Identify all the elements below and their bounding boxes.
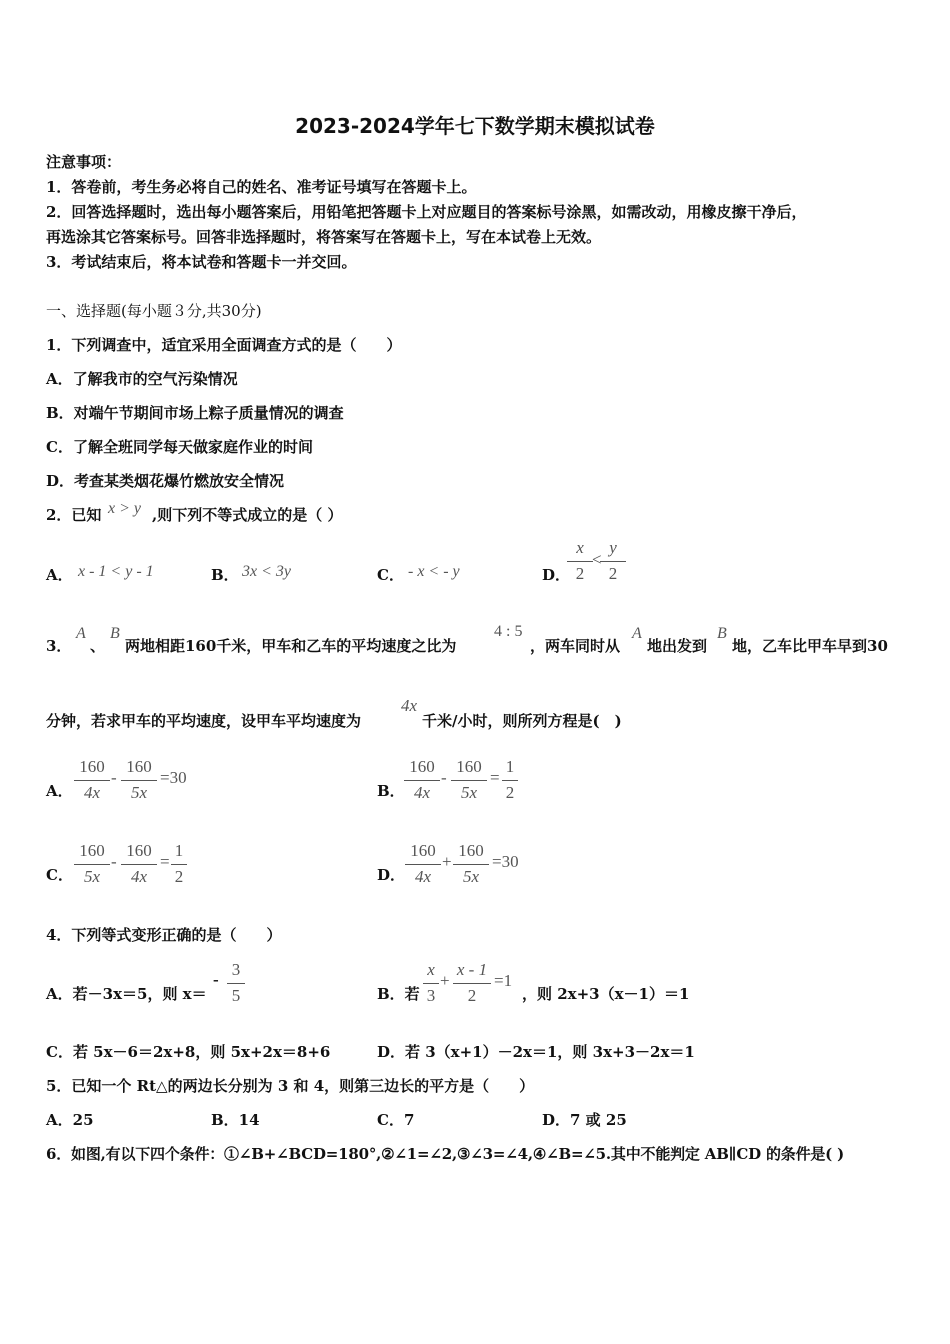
question-2-option-d-operator: < xyxy=(592,550,602,569)
question-3-option-b-minus: - xyxy=(441,768,447,787)
question-2-option-b-label: B． xyxy=(211,566,239,584)
question-3-text-5: 分钟，若求甲车的平均速度，设甲车平均速度为 xyxy=(46,712,362,730)
question-4-option-b-rhs: =1 xyxy=(494,971,513,990)
question-3-ratio: 4 : 5 xyxy=(494,623,523,640)
question-1-option-b: B．对端午节期间市场上粽子质量情况的调查 xyxy=(46,404,344,422)
question-3-option-c-label: C． xyxy=(46,866,73,884)
question-2-condition: x > y xyxy=(108,500,141,517)
question-3-text-4: 地，乙车比甲车早到30 xyxy=(732,637,888,655)
question-5-option-b: B．14 xyxy=(211,1111,260,1129)
question-3-text-3: 地出发到 xyxy=(647,637,708,655)
question-3-number: 3． xyxy=(46,637,72,655)
notice-item-2: 2．回答选择题时，选出每小题答案后，用铅笔把答题卡上对应题目的答案标号涂黑，如需改动，用橡皮擦干净后， xyxy=(46,203,807,221)
question-3-speed-variable: 4x xyxy=(401,696,418,715)
question-2-suffix: ,则下列不等式成立的是（ ） xyxy=(152,506,343,524)
question-4-option-d: D．若 3（x+1）－2x＝1，则 3x+3－2x＝1 xyxy=(377,1043,695,1061)
question-3-option-a-minus: - xyxy=(111,768,117,787)
notice-item-1: 1．答卷前，考生务必将自己的姓名、准考证号填写在答题卡上。 xyxy=(46,178,477,196)
question-3-point-a-2: A xyxy=(632,625,642,642)
notice-item-2-cont: 再选涂其它答案标号。回答非选择题时，将答案写在答题卡上，写在本试卷上无效。 xyxy=(46,228,602,246)
question-3-point-b: B xyxy=(110,625,120,642)
question-3-option-d-label: D． xyxy=(377,866,406,884)
question-3-point-a: A xyxy=(76,625,86,642)
question-3-separator: 、 xyxy=(90,637,106,655)
question-5-option-a: A．25 xyxy=(46,1111,94,1129)
question-2-option-b-expr: 3x < 3y xyxy=(242,563,291,580)
question-2-option-c-label: C． xyxy=(377,566,404,584)
question-4-option-b-plus: + xyxy=(440,971,450,990)
question-3-text-6: 千米/小时，则所列方程是( ) xyxy=(422,712,622,730)
question-3-option-d-plus: + xyxy=(442,852,452,871)
question-5-stem: 5．已知一个 Rt△的两边长分别为 3 和 4，则第三边长的平方是（ ） xyxy=(46,1077,535,1095)
question-6-stem: 6．如图,有以下四个条件：①∠B+∠BCD=180°,②∠1=∠2,③∠3=∠4,④∠B=∠5.其中不能判定 AB∥CD 的条件是( ) xyxy=(46,1145,844,1163)
question-4-option-a: A．若－3x＝5，则 x＝ xyxy=(46,985,207,1003)
question-3-option-a-label: A． xyxy=(46,782,73,800)
question-4-option-b-prefix: B．若 xyxy=(377,985,420,1003)
question-3-option-b-label: B． xyxy=(377,782,405,800)
question-3-point-b-2: B xyxy=(717,625,727,642)
question-5-option-c: C．7 xyxy=(377,1111,415,1129)
exam-page: 2023-2024学年七下数学期末模拟试卷 注意事项： 1．答卷前，考生务必将自己的姓名、准考证号填写在答题卡上。 2．回答选择题时，选出每小题答案后，用铅笔把答题卡上对应题目的答案标号涂黑，如需改动，用橡皮擦干净后， 再选涂其它答案标号。回答非选择题时，将答案写在答题卡上，写在本试卷上无效。 3．考试结束后，将本试卷和答题卡一并交回。 一、选择题(每小题３分,共30分) 1．下列调查中，适宜采用全面调查方式的是（ ） A．了解我市的空气污染情况 B．对端午节期间市场上粽子质量情况的调查 C．了解全班同学每天做家庭作业的时间 D．考查某类烟花爆竹燃放安全情况 2．已知 x > y ,则下列不等式成立的是（ ） A． x - 1 < y - 1 B． 3x < 3y C． - x < - y D． x 2 < y 2 3． A 、 B 两地相距160千米，甲车和乙车的平均速度之比为 4 : 5 ，两车同时从 A 地出发到 B 地，乙车比甲车早到30 分钟，若求甲车的平均速度，设甲车平均速度为 4x 千米/小时，则所列方程是( ) A． 160 4x - 160 5x =30 B． 160 4x - 160 5x = 1 2 C． 160 5x - 160 4x = 1 2 D． 160 4x + 160 5x =30 4．下列等式变形正确的是（ ） A．若－3x＝5，则 x＝ - 3 5 B．若 x 3 + x - 1 2 =1 ，则 2x+3（x－1）＝1 C．若 5x－6＝2x+8，则 5x+2x＝8+6 D．若 3（x+1）－2x＝1，则 3x+3－2x＝1 5．已知一个 Rt△的两边长分别为 3 和 4，则第三边长的平方是（ ） A．25 B．14 C．7 D．7 或 25 6．如图,有以下四个条件：①∠B+∠BCD=180°,②∠1=∠2,③∠3=∠4,④∠B=∠5.其中不能判定 AB∥CD 的条件是( ) xyxy=(0,0,950,1344)
question-2-option-a-label: A． xyxy=(46,566,73,584)
question-2-option-d-label: D． xyxy=(542,566,571,584)
question-3-text-1: 两地相距160千米，甲车和乙车的平均速度之比为 xyxy=(125,637,457,655)
notice-item-3: 3．考试结束后，将本试卷和答题卡一并交回。 xyxy=(46,253,357,271)
question-1-stem: 1．下列调查中，适宜采用全面调查方式的是（ ） xyxy=(46,336,402,354)
question-1-option-d: D．考查某类烟花爆竹燃放安全情况 xyxy=(46,472,285,490)
section-heading: 一、选择题(每小题３分,共30分) xyxy=(46,302,262,320)
question-2-option-c-expr: - x < - y xyxy=(408,563,460,580)
question-1-option-a: A．了解我市的空气污染情况 xyxy=(46,370,238,388)
question-2-option-a-expr: x - 1 < y - 1 xyxy=(78,563,154,580)
question-3-text-2: ，两车同时从 xyxy=(530,637,621,655)
question-1-option-c: C．了解全班同学每天做家庭作业的时间 xyxy=(46,438,313,456)
question-4-option-c: C．若 5x－6＝2x+8，则 5x+2x＝8+6 xyxy=(46,1043,331,1061)
question-3-option-d-rhs: =30 xyxy=(492,852,519,871)
question-3-option-b-equals: = xyxy=(490,768,500,787)
question-3-option-c-minus: - xyxy=(111,852,117,871)
question-4-option-a-negative: - xyxy=(213,970,219,989)
question-4-option-b-suffix: ，则 2x+3（x－1）＝1 xyxy=(522,985,690,1003)
page-title: 2023-2024学年七下数学期末模拟试卷 xyxy=(295,114,655,138)
question-2-prefix: 2．已知 xyxy=(46,506,102,524)
question-3-option-a-rhs: =30 xyxy=(160,768,187,787)
question-3-option-c-equals: = xyxy=(160,852,170,871)
question-5-option-d: D．7 或 25 xyxy=(542,1111,627,1129)
question-4-stem: 4．下列等式变形正确的是（ ） xyxy=(46,926,282,944)
notice-heading: 注意事项： xyxy=(46,153,122,171)
